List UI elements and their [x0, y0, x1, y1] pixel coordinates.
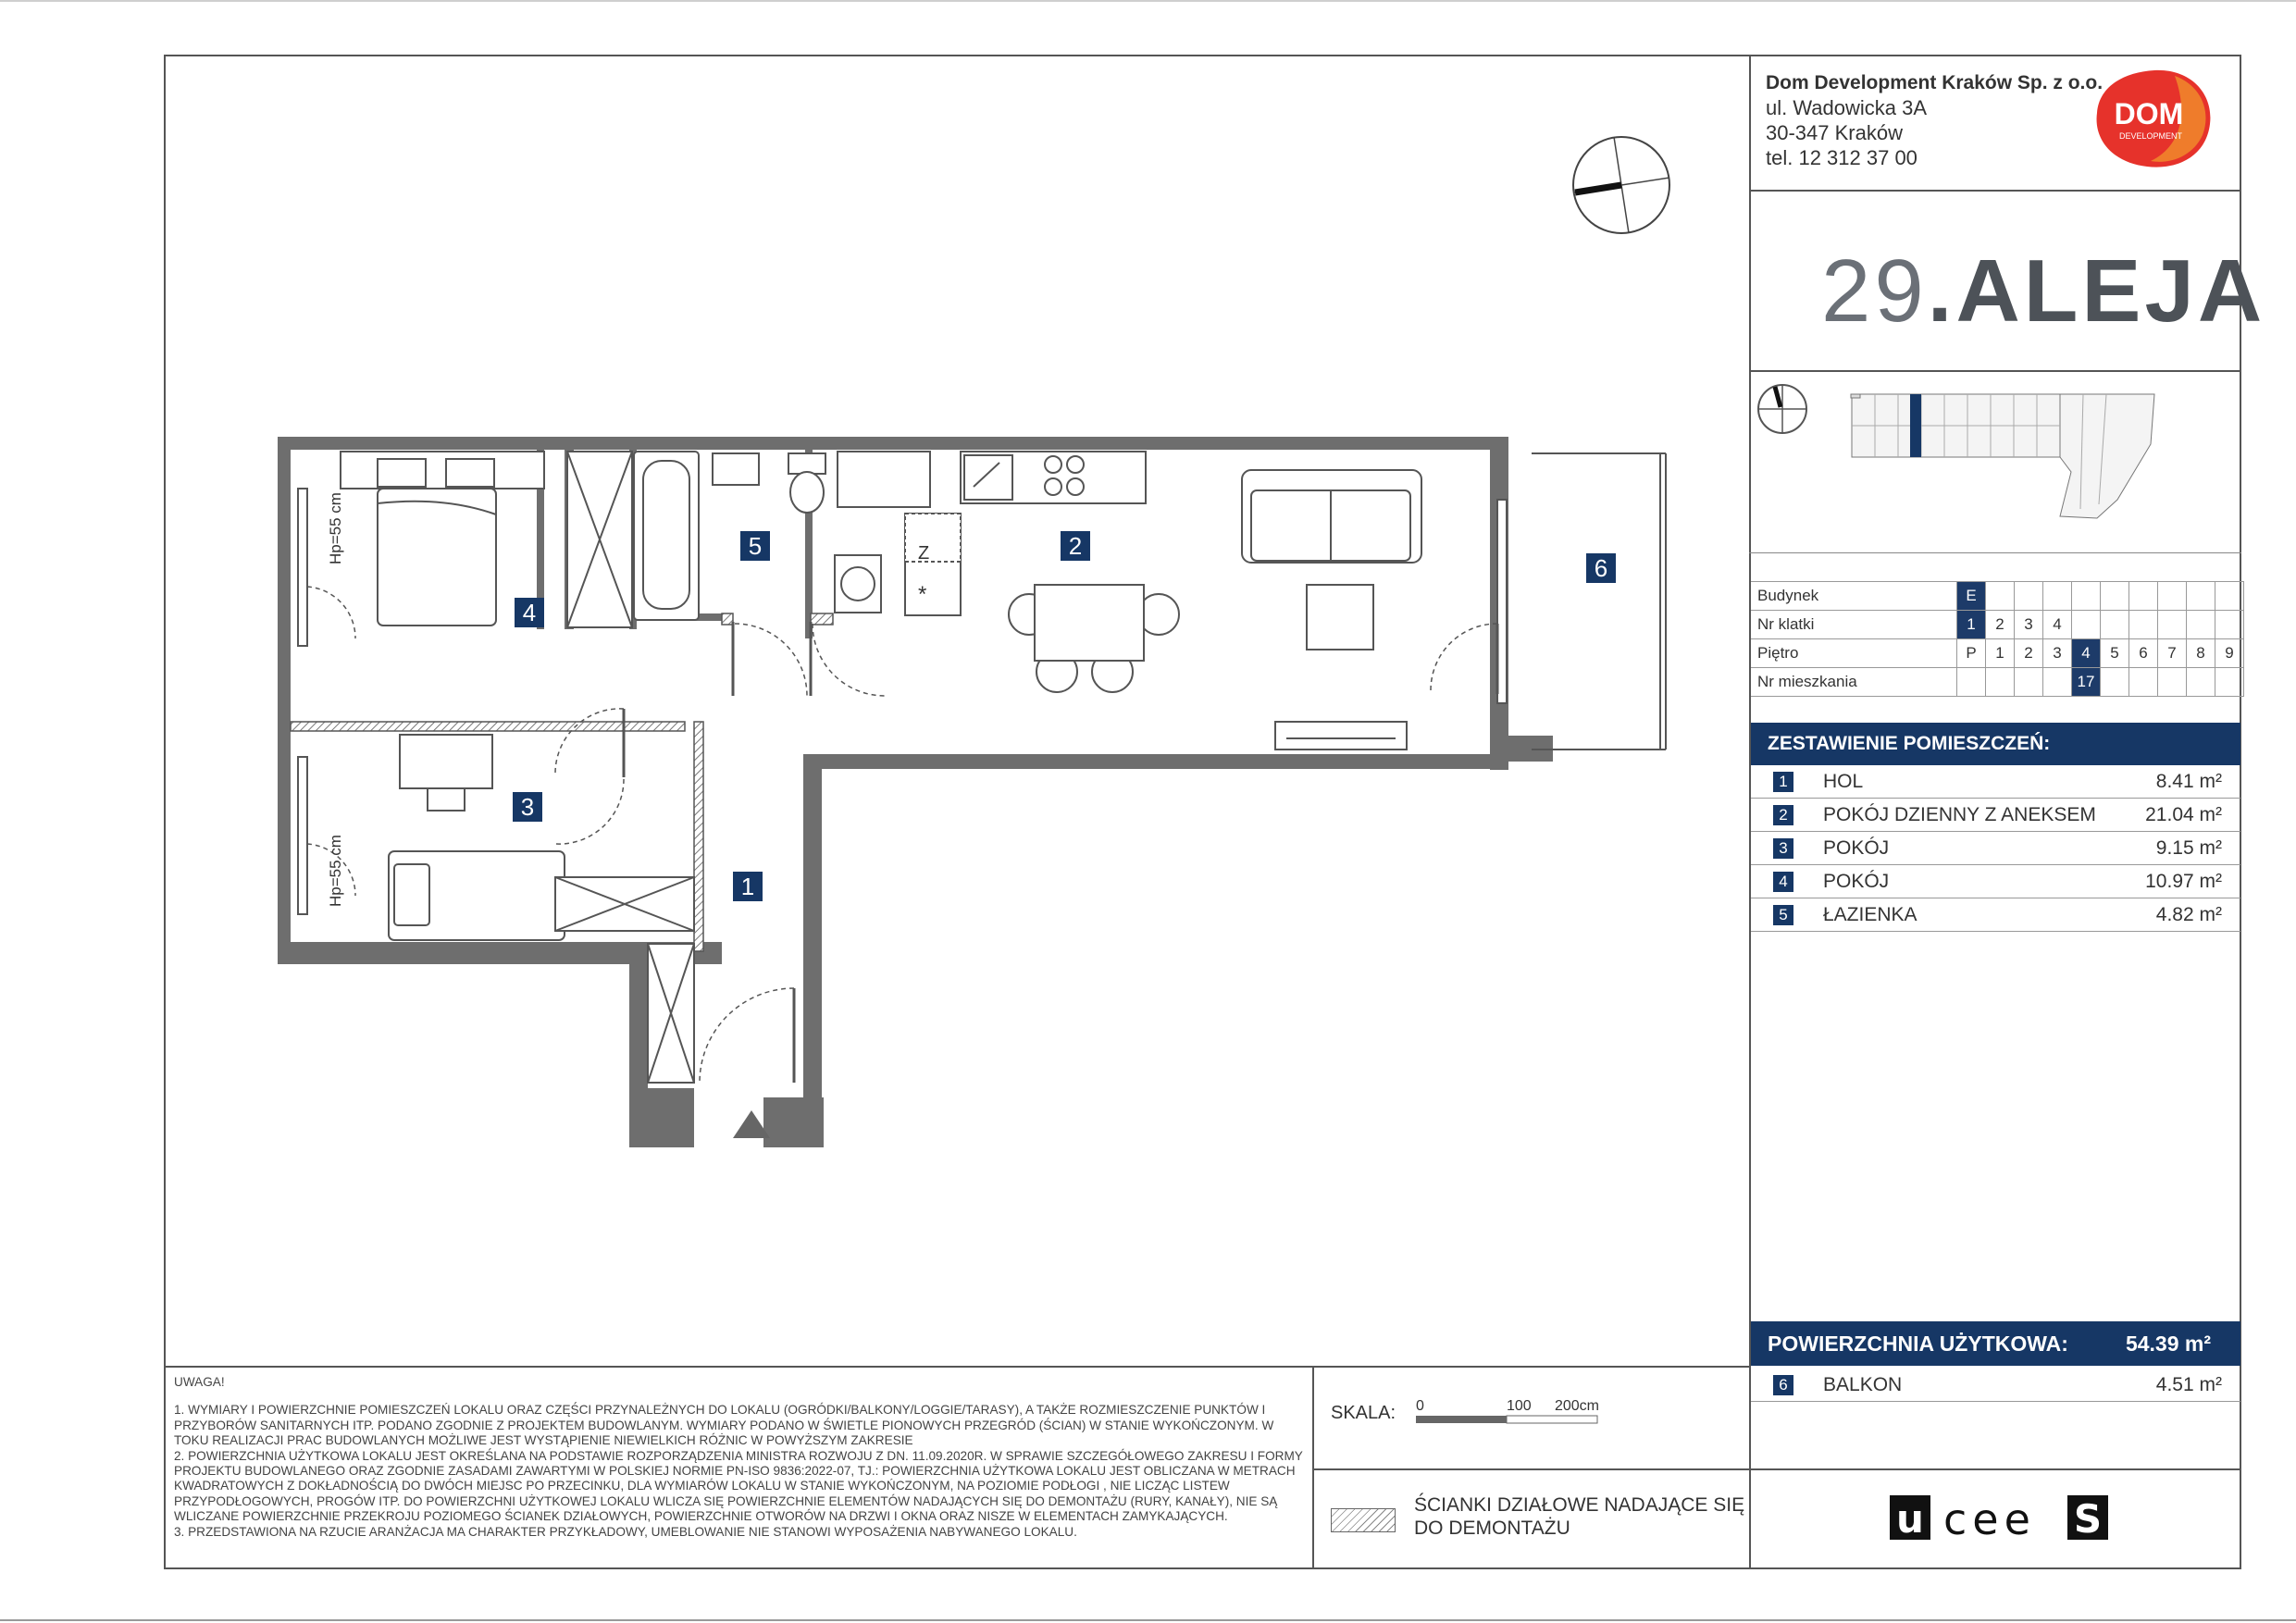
fridge-label: Z: [918, 543, 930, 564]
room-name: POKÓJ: [1823, 837, 1890, 859]
company-phone: tel. 12 312 37 00: [1766, 146, 1917, 169]
disclaimer-notes: [174, 1375, 1303, 1540]
floor-plan: [259, 426, 1703, 1147]
room-area: 9.15 m²: [2155, 837, 2222, 859]
project-logo: [1821, 241, 2265, 342]
legend-line-2: DO DEMONTAŻU: [1414, 1518, 1570, 1539]
room-area: 21.04 m²: [2145, 804, 2222, 825]
bottom-rule: [0, 1619, 2296, 1621]
staircase-value: 4: [2043, 611, 2072, 639]
key-plan-compass-icon: [1758, 385, 1806, 433]
staircase-value: 2: [1986, 611, 2015, 639]
building-value: E: [1957, 582, 1986, 611]
apartment-highlight: [1910, 394, 1921, 457]
scale-label: SKALA:: [1331, 1403, 1396, 1423]
plan-room-1: 1: [740, 873, 755, 900]
room-area: 10.97 m²: [2145, 871, 2222, 892]
apartment-label: Nr mieszkania: [1751, 668, 1957, 697]
plan-room-2: 2: [1068, 532, 1083, 560]
room-name: POKÓJ DZIENNY Z ANEKSEM: [1823, 804, 2096, 825]
top-rule: [0, 0, 2296, 2]
dining-table: [1009, 585, 1179, 692]
room-number-badge: 5: [1773, 905, 1793, 925]
room-number-badge: 6: [1773, 1375, 1793, 1395]
staircase-label: Nr klatki: [1751, 611, 1957, 639]
scale-bar: [1414, 1395, 1599, 1432]
room-name: BALKON: [1823, 1374, 1903, 1395]
divider: [1312, 1366, 1314, 1569]
divider: [1749, 552, 2241, 553]
total-area-bar: [1751, 1321, 2240, 1366]
logo-text-dom: DOM: [2114, 97, 2184, 130]
appliances: [835, 514, 961, 615]
company-street: ul. Wadowicka 3A: [1766, 96, 1928, 119]
divider: [1749, 1468, 2241, 1470]
svg-text:cee: cee: [1943, 1494, 2036, 1543]
project-name: .ALEJA: [1927, 242, 2266, 341]
bed-large: [341, 452, 632, 627]
room-number-badge: 3: [1773, 838, 1793, 859]
staircase-value: 3: [2015, 611, 2043, 639]
balcony-row: [1751, 1369, 2240, 1402]
room-name: ŁAZIENKA: [1823, 904, 1917, 925]
balcony: [1532, 453, 1666, 750]
room-area: 4.51 m²: [2155, 1374, 2222, 1395]
divider: [1749, 370, 2241, 372]
north-arrow-icon: [1568, 131, 1675, 239]
room-row: [1751, 865, 2240, 898]
room-name: HOL: [1823, 771, 1864, 792]
floor-value: P: [1957, 639, 1986, 668]
logo-text-development: DEVELOPMENT: [2118, 131, 2183, 141]
note-2: 2. POWIERZCHNIA UŻYTKOWA LOKALU JEST OKREŚLANA NA PODSTAWIE ROZPORZĄDZENIA MINISTRA ROZWOJU Z DN. 11.09.2020R. W SPRAWIE SZCZEGÓŁOWEGO ZAKRESU I FORMY PROJEKTU BUDOWLANEGO ORAZ ZGODNIE ZASADAMI ZAWARTYMI W POLSKIEJ NORMIE PN-ISO 9836:2022-07, TJ.: POWIERZCHNIA UŻYTKOWA LOKALU JEST OBLICZANA W METRACH KWADRATOWYCH Z DOKŁADNOŚCIĄ DO DWÓCH MIEJSC PO PRZECINKU, DLA WYMIARÓW LOKALU W STANIE WYKOŃCZONYM, NA POZIOMIE PODŁOGI , NIE LICZĄC LISTEW PRZYPODŁOGOWYCH, PROGÓW ITP. DO POWIERZCHNI UŻYTKOWEJ LOKALU WLICZA SIĘ POWIERZCHNIE ELEMENTÓW NADAJĄCYCH SIĘ DO DEMONTAŻU (RURY, KANAŁY), NIE SĄ WLICZANE POWIERZCHNIE PRZEKROJU POZIOMEGO ŚCIANEK DZIAŁOWYCH, POWIERZCHNIE OTWORÓW NA DRZWI I OKNA ORAZ NISZE W ELEMENTACH ZAMYKAJĄCYCH.: [174, 1448, 1303, 1524]
location-table: [1751, 581, 2244, 697]
legend-hatch-swatch: [1331, 1508, 1396, 1532]
ucees-logo: [1888, 1492, 2110, 1543]
plan-room-4: 4: [522, 599, 537, 626]
room-area: 4.82 m²: [2155, 904, 2222, 925]
scale-tick-0: 0: [1416, 1398, 1424, 1414]
building-label: Budynek: [1751, 582, 1957, 611]
floor-value: 5: [2101, 639, 2129, 668]
plan-room-3: 3: [520, 793, 535, 821]
total-area-label: POWIERZCHNIA UŻYTKOWA:: [1768, 1332, 2068, 1356]
floor-value: 3: [2043, 639, 2072, 668]
window-height-label: Hp=55 cm: [327, 835, 344, 907]
floor-value: 9: [2215, 639, 2244, 668]
floor-label: Piętro: [1751, 639, 1957, 668]
room-row: [1751, 765, 2240, 799]
plan-room-6: 6: [1594, 554, 1608, 582]
freezer-label: *: [918, 582, 927, 607]
note-3: 3. PRZEDSTAWIONA NA RZUCIE ARANŻACJA MA CHARAKTER PRZYKŁADOWY, UMEBLOWANIE NIE STANOWI WYPOSAŻENIA NABYWANEGO LOKALU.: [174, 1524, 1077, 1539]
floor-value: 6: [2129, 639, 2158, 668]
door-swings: [307, 587, 1497, 1083]
floor-value: 4: [2072, 639, 2101, 668]
room-area: 8.41 m²: [2155, 771, 2222, 792]
floor-value: 1: [1986, 639, 2015, 668]
note-1: 1. WYMIARY I POWIERZCHNIE POMIESZCZEŃ LOKALU ORAZ CZĘŚCI PRZYNALEŻNYCH DO LOKALU (OGRÓDKI/BALKONY/LOGGIE/TARASY), A TAKŻE ROZMIESZCZENIE PUNKTÓW I PRZYBORÓW SANITARNYCH ITP. PODANO ZGODNIE Z PROJEKTEM BUDOWLANYM. WYMIARY PODANO W ŚWIETLE PIONOWYCH PRZEGRÓD (ŚCIAN) W STANIE WYKOŃCZONYM. W TOKU REALIZACJI PRAC BUDOWLANYCH MOŻLIWE JEST WYSTĄPIENIE NIEWIELKICH RÓŻNIC W POWYŻSZYM ZAKRESIE: [174, 1403, 1274, 1448]
notes-divider: [164, 1366, 1751, 1368]
sofa: [1242, 470, 1421, 750]
floor-value: 8: [2187, 639, 2215, 668]
total-area-value: 54.39 m²: [2125, 1332, 2211, 1356]
dom-development-logo: [2090, 67, 2215, 170]
floor-value: 7: [2158, 639, 2187, 668]
room-row: [1751, 799, 2240, 832]
room3-furniture: [389, 735, 694, 1083]
kitchen-counter: [961, 452, 1146, 503]
bathroom-fixtures: [634, 452, 930, 620]
room-number-badge: 2: [1773, 805, 1793, 825]
svg-text:S: S: [2073, 1496, 2103, 1542]
legend-text: [1414, 1493, 1744, 1540]
project-number: 29: [1821, 242, 1928, 341]
scale-tick-200: 200cm: [1554, 1398, 1599, 1414]
rooms-summary-header: ZESTAWIENIE POMIESZCZEŃ:: [1751, 723, 2240, 765]
building-outline: [1851, 394, 2154, 518]
building-key-plan: [1755, 379, 2162, 546]
divider: [1749, 190, 2241, 192]
divider: [1312, 1468, 1751, 1470]
room-number-badge: 1: [1773, 772, 1793, 792]
room-name: POKÓJ: [1823, 871, 1890, 892]
plan-room-5: 5: [748, 532, 763, 560]
company-name: Dom Development Kraków Sp. z o.o.: [1766, 72, 2104, 93]
floor-value: 2: [2015, 639, 2043, 668]
scale-tick-100: 100: [1507, 1398, 1532, 1414]
apartment-value: 17: [2072, 668, 2101, 697]
legend-line-1: ŚCIANKI DZIAŁOWE NADAJĄCE SIĘ: [1414, 1494, 1745, 1516]
room-row: [1751, 832, 2240, 865]
svg-text:u: u: [1896, 1496, 1924, 1542]
window-height-label: Hp=55 cm: [327, 492, 344, 564]
room-number-badge: 4: [1773, 872, 1793, 892]
company-address: [1766, 70, 2103, 170]
notes-heading: UWAGA!: [174, 1375, 225, 1389]
staircase-value: 1: [1957, 611, 1986, 639]
company-city: 30-347 Kraków: [1766, 121, 1903, 144]
room-row: [1751, 898, 2240, 932]
